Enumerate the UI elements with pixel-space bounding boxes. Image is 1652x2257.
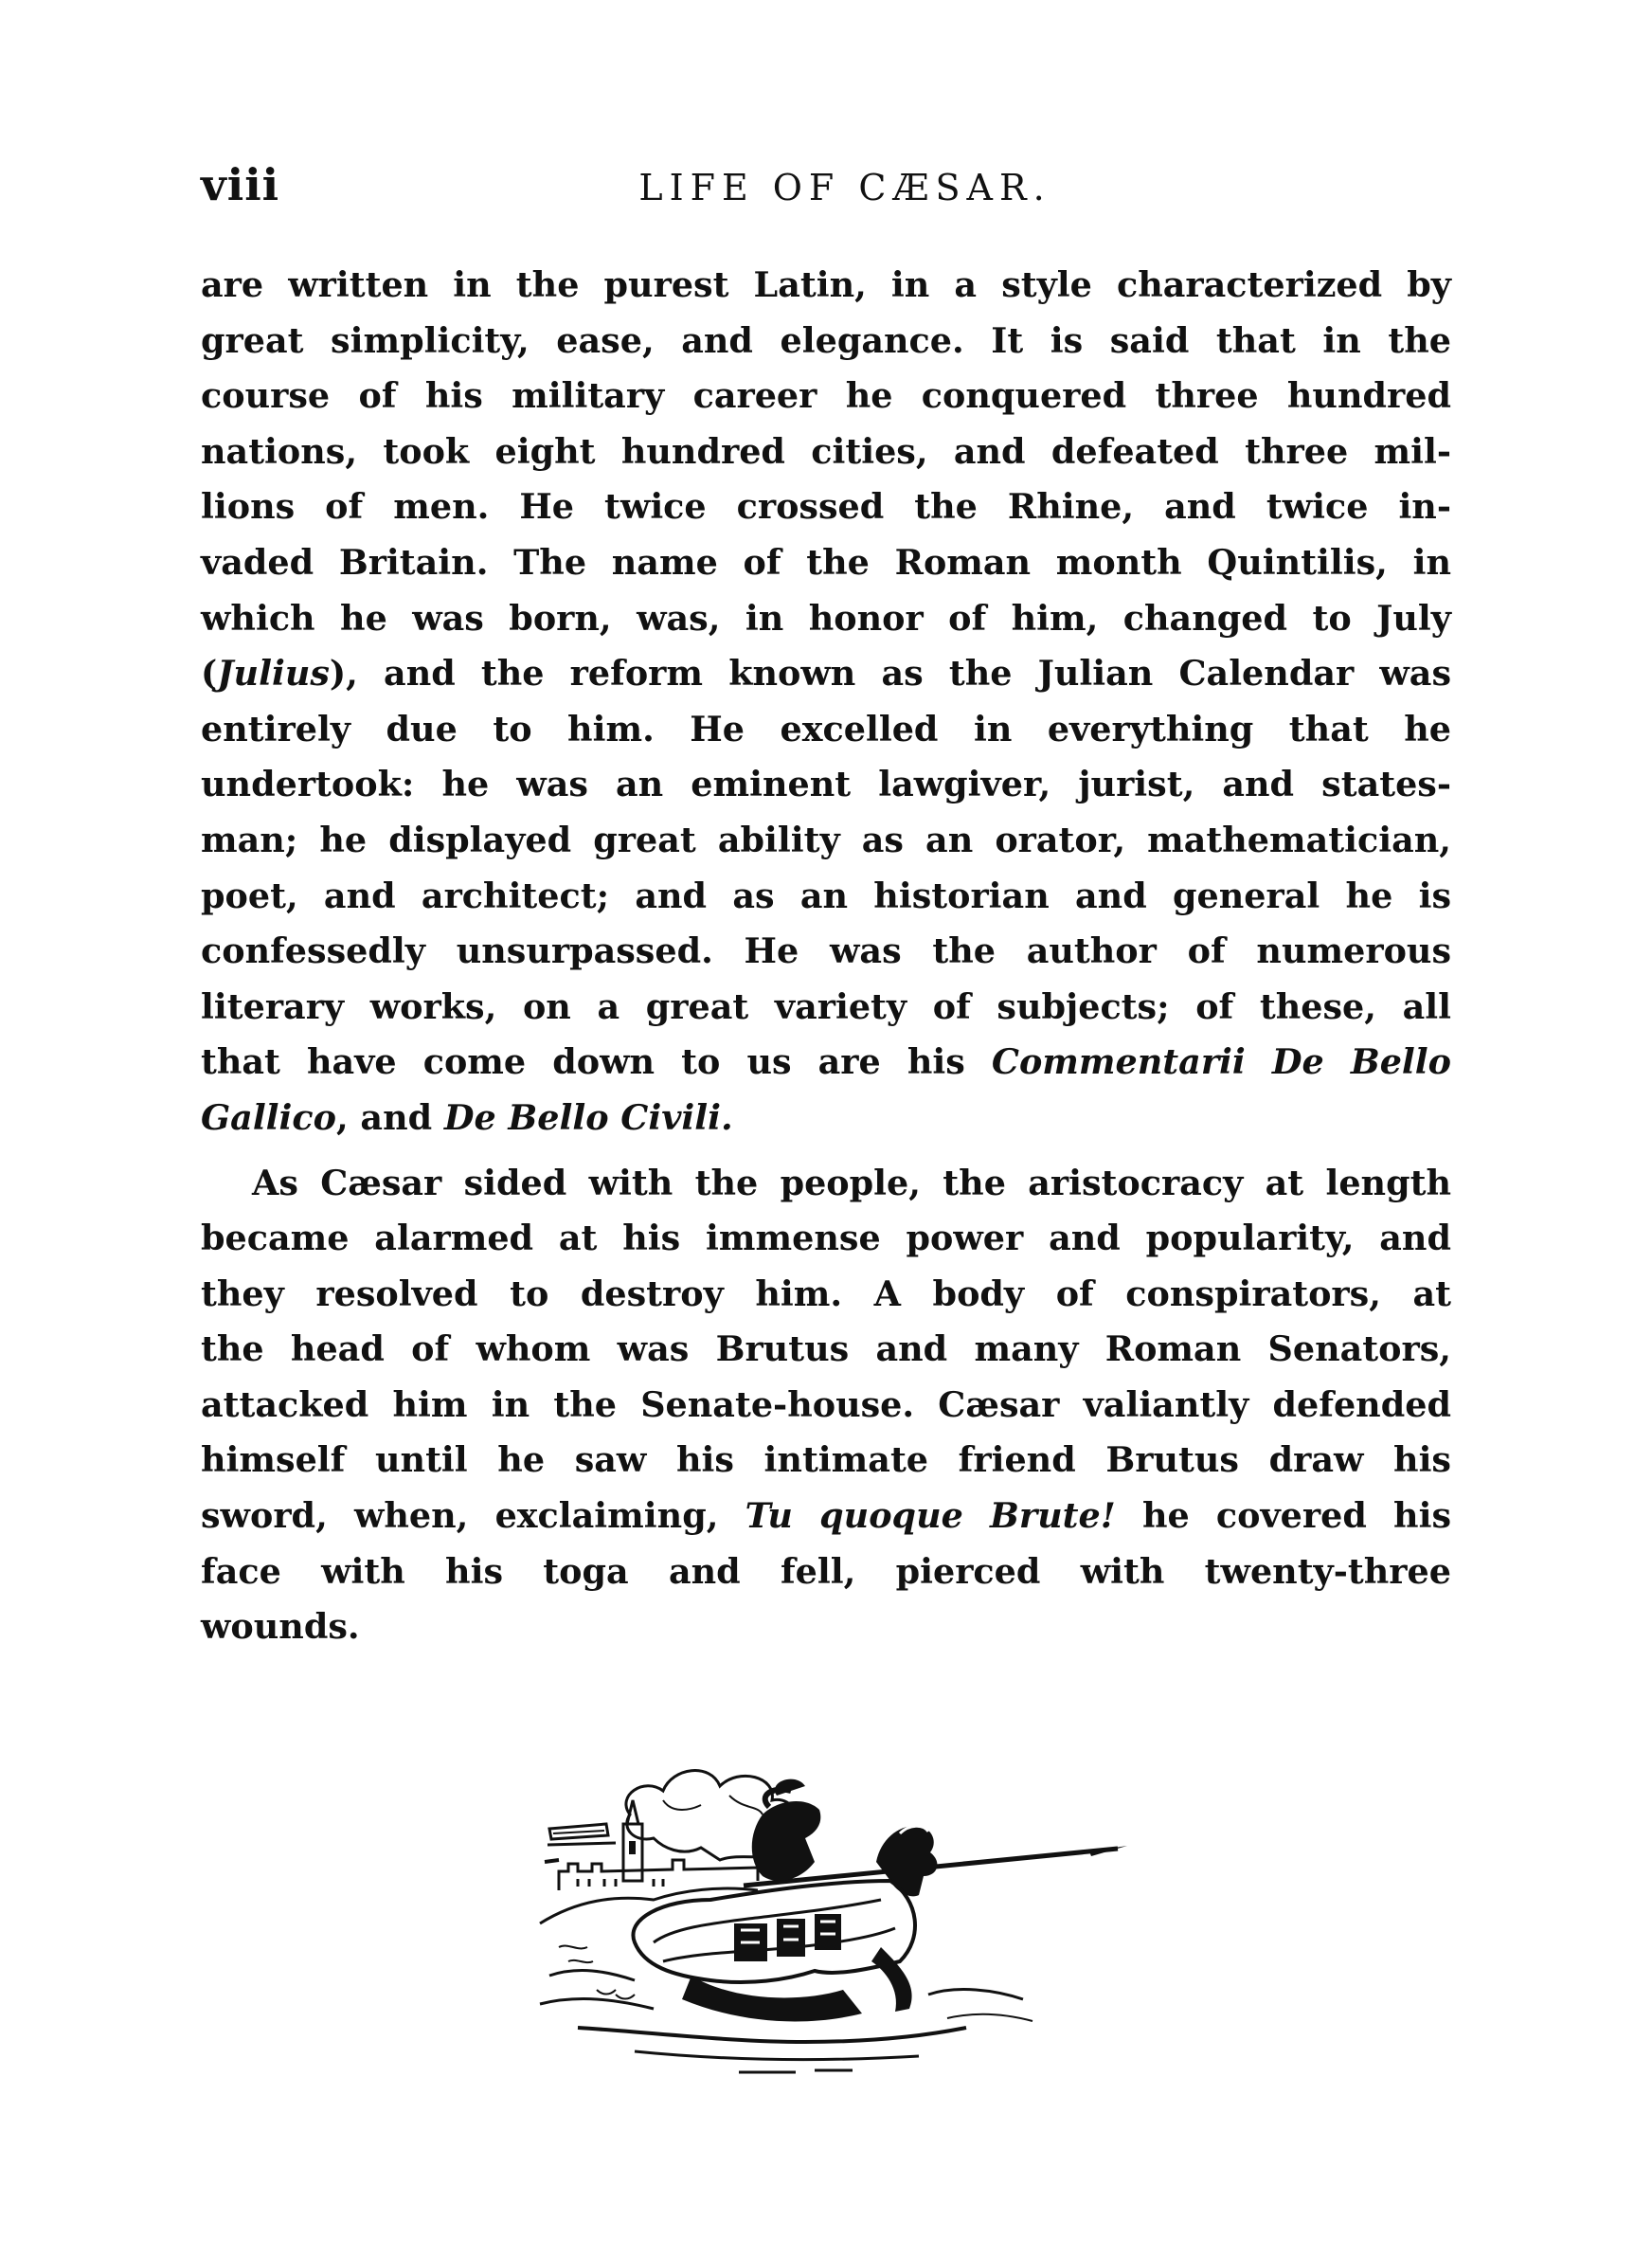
text-fragment: , and — [336, 1096, 444, 1138]
text-line: lions of men. He twice crossed the Rhine, and twice in- — [201, 486, 1451, 528]
knight-charging-engraving-icon — [521, 1758, 1137, 2080]
text-line: they resolved to destroy him. A body of conspirators, at — [201, 1273, 1451, 1314]
text-fragment: ( — [201, 653, 218, 695]
text-line: vaded Britain. The name of the Roman month Quintilis, in — [201, 541, 1451, 583]
text-fragment: ), and the reform known as the Julian Calendar was — [329, 653, 1451, 695]
italic-term: Julius — [217, 653, 330, 695]
italic-title: Gallico — [201, 1096, 336, 1138]
text-line: which he was born, was, in honor of him, changed to July — [201, 597, 1451, 639]
text-line: confessedly unsurpassed. He was the author of numerous — [201, 930, 1451, 972]
text-line — [201, 1035, 1451, 1091]
text-line: nations, took eight hundred cities, and defeated three mil- — [201, 430, 1451, 472]
text-fragment: sword, when, exclaiming, — [201, 1495, 745, 1537]
text-line: course of his military career he conquered three hundred — [201, 375, 1451, 417]
text-line: are written in the purest Latin, in a style characterized by — [201, 264, 1451, 305]
text-line: entirely due to him. He excelled in everything that he — [201, 708, 1451, 749]
italic-title: De Bello Civili. — [443, 1096, 733, 1138]
italic-quote: Tu quoque Brute! — [745, 1495, 1116, 1537]
text-line: himself until he saw his intimate friend Brutus draw his — [201, 1439, 1451, 1481]
italic-title: Commentarii De Bello — [991, 1041, 1451, 1083]
text-line: man; he displayed great ability as an orator, mathematician, — [201, 819, 1451, 860]
text-line: attacked him in the Senate-house. Cæsar valiantly defended — [201, 1383, 1451, 1425]
text-line: poet, and architect; and as an historian and general he is — [201, 875, 1451, 916]
text-fragment: that have come down to us are his — [201, 1041, 992, 1083]
text-line: undertook: he was an eminent lawgiver, jurist, and states- — [201, 764, 1451, 805]
text-line: face with his toga and fell, pierced with twenty-three — [201, 1550, 1451, 1592]
text-line: literary works, on a great variety of subjects; of these, all — [201, 985, 1451, 1027]
text-line — [201, 646, 1451, 702]
page-number: viii — [201, 159, 280, 210]
text-line — [201, 1489, 1451, 1544]
paragraph-1 — [201, 258, 1451, 1147]
running-head — [201, 159, 1451, 226]
text-line: became alarmed at his immense power and popularity, and — [201, 1218, 1451, 1259]
text-line — [201, 1091, 1451, 1147]
text-line: great simplicity, ease, and elegance. It is said that in the — [201, 319, 1451, 361]
text-line: wounds. — [201, 1606, 360, 1648]
text-line: the head of whom was Brutus and many Roman Senators, — [201, 1328, 1451, 1370]
text-line: As Cæsar sided with the people, the aristocracy at length — [252, 1162, 1451, 1203]
text-fragment: he covered his — [1115, 1495, 1451, 1537]
paragraph-2 — [201, 1156, 1451, 1655]
body-text — [201, 258, 1451, 1655]
running-title: LIFE OF CÆSAR. — [638, 167, 1051, 208]
paragraph-gap — [201, 1147, 1451, 1156]
